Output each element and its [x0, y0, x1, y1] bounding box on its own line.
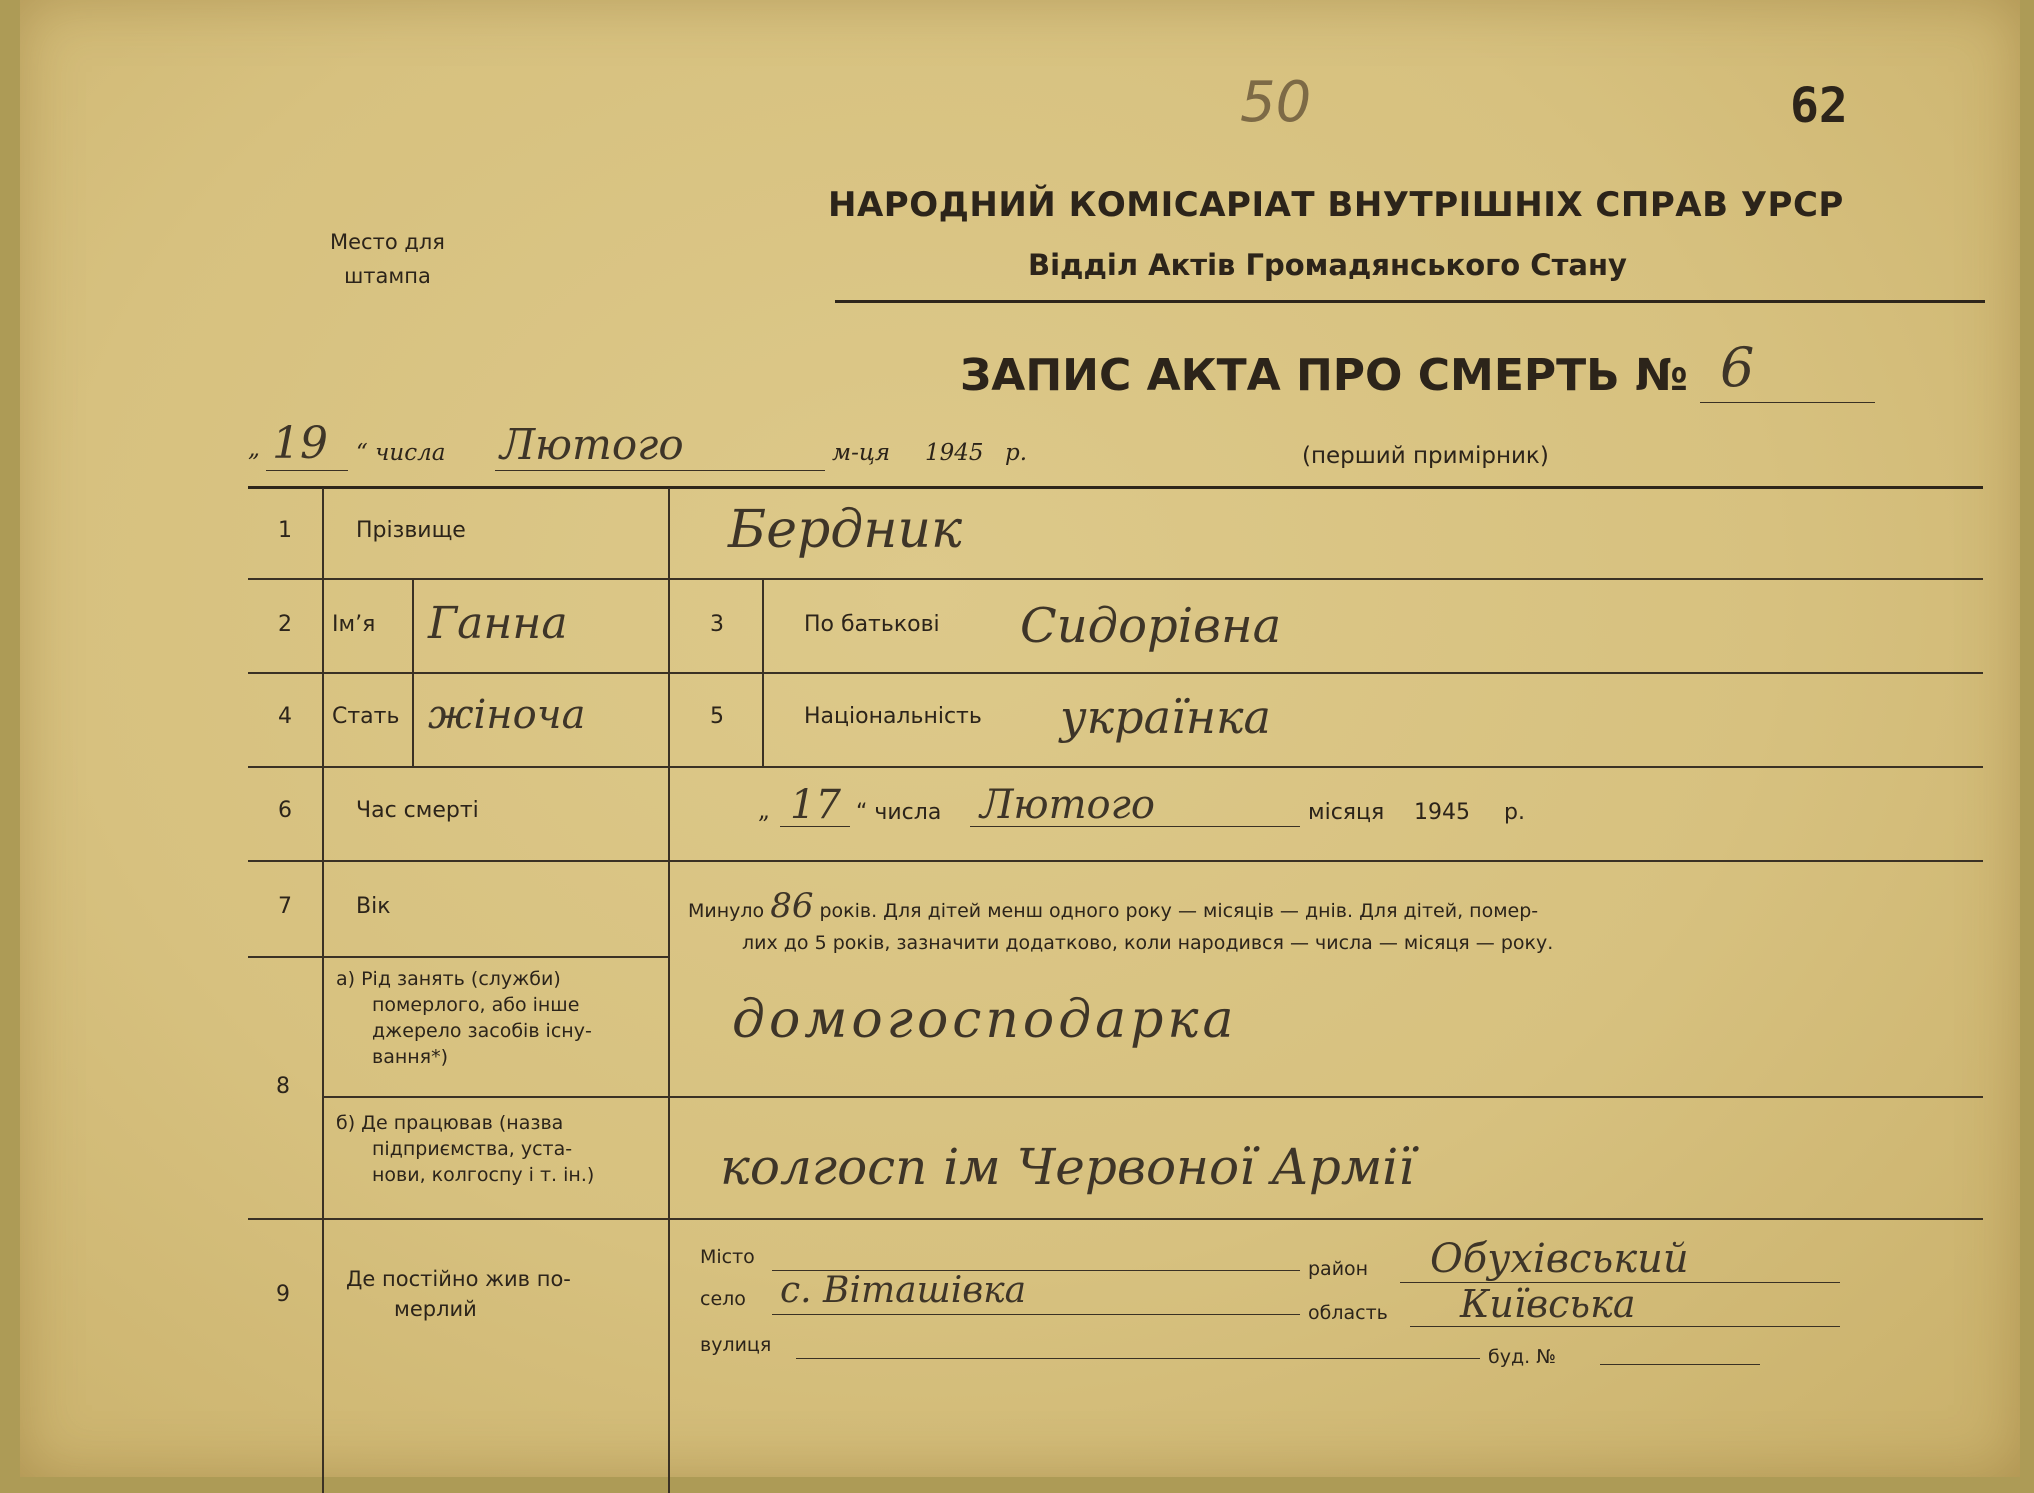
region-value: Київська [1460, 1282, 1636, 1326]
stamp-place-label: Место для штампа [330, 230, 445, 288]
surname-label: Прізвище [356, 518, 466, 543]
mid-num-divider [762, 580, 764, 766]
row-num-2: 2 [278, 612, 292, 637]
sex-label: Стать [332, 704, 400, 729]
right-divider-6 [668, 1218, 1983, 1220]
row-divider-8a [322, 1096, 668, 1098]
row-divider-6 [248, 1218, 668, 1220]
row-divider-3 [248, 766, 668, 768]
residence-label: Де постійно жив по- мерлий [346, 1267, 571, 1321]
patronymic-value: Сидорівна [1020, 598, 1282, 654]
row-divider-2 [248, 672, 668, 674]
record-month-line [495, 470, 825, 471]
row-num-8: 8 [276, 1074, 290, 1099]
name-inner-divider [412, 580, 414, 766]
death-date-quote: „ [758, 798, 770, 824]
table-top-border [248, 486, 1983, 489]
row-num-7: 7 [278, 894, 292, 919]
row-num-9: 9 [276, 1282, 290, 1307]
record-number: 6 [1720, 336, 1755, 399]
surname-value: Бердник [728, 500, 963, 560]
row-num-5: 5 [710, 704, 724, 729]
record-year: 1945 [925, 440, 984, 466]
death-year-suffix: р. [1504, 800, 1525, 825]
right-divider-2 [668, 672, 1983, 674]
ministry-title: НАРОДНИЙ КОМІСАРІАТ ВНУТРІШНІХ СПРАВ УРСР [828, 185, 1844, 225]
age-line-2: лих до 5 років, зазначити додатково, коли народився — числа — місяця — року. [742, 932, 1554, 954]
right-divider-4 [668, 860, 1983, 862]
right-divider-8a [668, 1096, 1983, 1098]
nationality-value: українка [1060, 690, 1271, 744]
first-name-label: Ім’я [332, 612, 376, 637]
occupation-label: а) Рід занять (служби) померлого, або інше джерело засобів існу- вання*) [336, 968, 592, 1068]
death-time-label: Час смерті [356, 798, 479, 823]
district-value: Обухівський [1430, 1236, 1689, 1282]
header-divider [835, 300, 1985, 303]
row-num-6: 6 [278, 798, 292, 823]
record-year-suffix: р. [1005, 440, 1028, 466]
row-num-4: 4 [278, 704, 292, 729]
pencil-folio-number: 50 [1240, 70, 1312, 135]
village-value: с. Віташівка [780, 1270, 1027, 1311]
table-col-1-2-divider [322, 488, 324, 1493]
record-day-label: “ числа [356, 440, 446, 466]
village-label: село [700, 1288, 746, 1310]
stamped-page-number: 62 [1790, 78, 1848, 134]
death-day-line [780, 826, 850, 827]
street-line [796, 1358, 1480, 1359]
house-label: буд. № [1488, 1346, 1556, 1368]
row-divider-1 [248, 578, 668, 580]
death-year: 1945 [1414, 800, 1470, 825]
city-label: Місто [700, 1246, 755, 1268]
workplace-label: б) Де працював (назва підприємства, уста- нови, колгоспу і т. ін.) [336, 1112, 595, 1186]
district-label: район [1308, 1258, 1369, 1280]
right-divider-1 [668, 578, 1983, 580]
death-month-line [970, 826, 1300, 827]
death-day: 17 [790, 782, 841, 828]
table-col-main-divider [668, 488, 670, 1493]
age-value: 86 [770, 886, 814, 926]
region-label: область [1308, 1302, 1388, 1324]
row-divider-5 [248, 956, 668, 958]
age-line-1: Минуло 86 років. Для дітей менш одного року — місяців — днів. Для дітей, помер- [688, 886, 1539, 926]
death-month: Лютого [980, 782, 1155, 828]
record-number-line [1700, 402, 1875, 403]
record-month-label: м-ця [832, 440, 891, 466]
record-day: 19 [272, 418, 328, 469]
patronymic-label: По батькові [804, 612, 940, 637]
death-record-form [20, 0, 2020, 1477]
first-name-value: Ганна [428, 598, 568, 649]
death-month-label: місяця [1308, 800, 1385, 825]
record-day-line [266, 470, 348, 471]
record-title: ЗАПИС АКТА ПРО СМЕРТЬ № [960, 350, 1688, 401]
village-line [772, 1314, 1300, 1315]
row-divider-4 [248, 860, 668, 862]
death-day-label: “ числа [856, 800, 942, 825]
workplace-value: колгосп ім Червоної Армії [720, 1138, 1415, 1196]
department-title: Відділ Актів Громадянського Стану [1028, 248, 1627, 282]
record-month: Лютого [500, 420, 684, 469]
nationality-label: Національність [804, 704, 982, 729]
copy-label: (перший примірник) [1302, 443, 1549, 469]
house-line [1600, 1364, 1760, 1365]
row-num-3: 3 [710, 612, 724, 637]
row-num-1: 1 [278, 518, 292, 543]
age-label: Вік [356, 894, 391, 919]
occupation-value: домогосподарка [732, 990, 1238, 1050]
right-divider-3 [668, 766, 1983, 768]
region-line [1410, 1326, 1840, 1327]
sex-value: жіноча [428, 692, 586, 738]
date-quote-open: „ [248, 436, 260, 462]
street-label: вулиця [700, 1334, 772, 1356]
